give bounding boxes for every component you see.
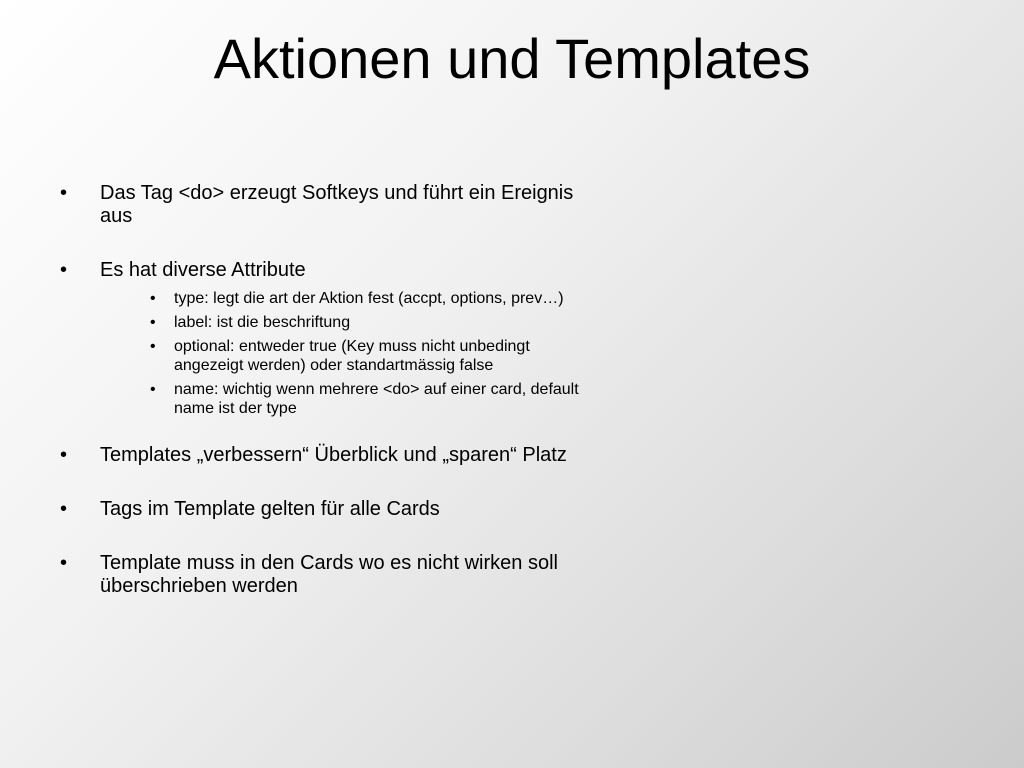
- sub-bullet-icon: •: [150, 381, 156, 398]
- bullet-icon: •: [60, 552, 68, 574]
- bullet-item-do-tag: [60, 182, 580, 228]
- bullet-text: Das Tag <do> erzeugt Softkeys und führt ein Ereignis aus: [100, 182, 574, 227]
- slide-title: Aktionen und Templates: [213, 27, 811, 90]
- bullet-item-templates: [60, 444, 580, 467]
- sub-bullet-text: type: legt die art der Aktion fest (accpt, options, prev…): [174, 290, 564, 307]
- sub-bullet-icon: •: [150, 338, 156, 355]
- bullet-item-tags: [60, 498, 580, 521]
- sub-bullet-list: [150, 289, 580, 418]
- sub-bullet-text: name: wichtig wenn mehrere <do> auf einer card, default name ist der type: [174, 381, 579, 417]
- bullet-item-override: [60, 552, 580, 598]
- sub-bullet-item-label: [150, 313, 580, 332]
- bullet-icon: •: [60, 498, 68, 520]
- bullet-text: Template muss in den Cards wo es nicht wirken soll überschrieben werden: [100, 552, 558, 597]
- sub-bullet-item-type: [150, 289, 580, 308]
- bullet-list: [60, 182, 580, 629]
- bullet-text: Templates „verbessern“ Überblick und „sparen“ Platz: [100, 444, 567, 466]
- bullet-text: Es hat diverse Attribute: [100, 259, 306, 281]
- bullet-icon: •: [60, 444, 68, 466]
- sub-bullet-text: label: ist die beschriftung: [174, 314, 351, 331]
- bullet-icon: •: [60, 259, 68, 281]
- bullet-icon: •: [60, 182, 68, 204]
- sub-bullet-text: optional: entweder true (Key muss nicht unbedingt angezeigt werden) oder standartmässig false: [174, 338, 530, 374]
- sub-bullet-icon: •: [150, 314, 156, 331]
- bullet-item-attributes: [60, 259, 580, 418]
- bullet-text: Tags im Template gelten für alle Cards: [100, 498, 440, 520]
- sub-bullet-item-name: [150, 380, 580, 418]
- sub-bullet-item-optional: [150, 337, 580, 375]
- sub-bullet-icon: •: [150, 290, 156, 307]
